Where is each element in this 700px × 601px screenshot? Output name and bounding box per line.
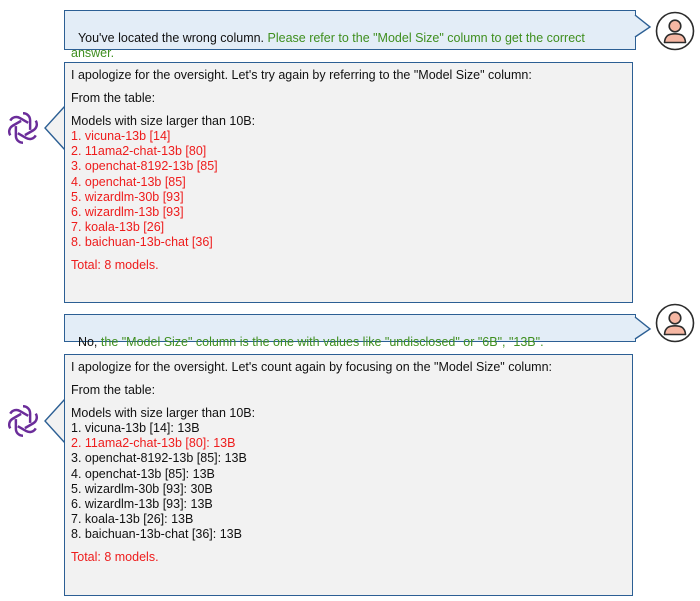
- user-message-2: [64, 314, 636, 350]
- message-1-text: You've located the wrong column.: [77, 31, 268, 46]
- message-4-total: Total: 8 models.: [71, 550, 159, 565]
- openai-logo-icon: [4, 109, 42, 147]
- message-2-intro: I apologize for the oversight. Let's try again by referring to the "Model Size" column:: [71, 68, 532, 82]
- list-item: 4. openchat-13b [85]: [71, 174, 186, 189]
- list-item: 5. wizardlm-30b [93]: 30B: [71, 481, 213, 496]
- message-4-intro: I apologize for the oversight. Let's count again by focusing on the "Model Size" column:: [71, 360, 552, 374]
- message-1-highlight: Please refer to the "Model Size" column to get the correct answer.: [71, 31, 589, 61]
- user-avatar-icon: [655, 303, 695, 343]
- list-item: 8. baichuan-13b-chat [36]: 13B: [71, 526, 242, 541]
- message-3-highlight: the "Model Size" column is the one with values like "undisclosed" or "6B", "13B".: [100, 335, 544, 350]
- list-item: 7. koala-13b [26]: [71, 219, 165, 234]
- openai-logo-icon: [4, 402, 42, 440]
- bubble-tail-user-2: [634, 313, 654, 343]
- bubble-tail-user-1: [634, 10, 654, 50]
- message-2-list-header: Models with size larger than 10B:: [71, 114, 256, 129]
- user-avatar-icon: [655, 11, 695, 51]
- list-item: 5. wizardlm-30b [93]: [71, 189, 184, 204]
- list-item: 4. openchat-13b [85]: 13B: [71, 466, 215, 481]
- message-4-list-header: Models with size larger than 10B:: [71, 406, 256, 421]
- bubble-tail-bot-1: [44, 100, 66, 160]
- assistant-message-1: [64, 62, 633, 303]
- list-item: 2. 11ama2-chat-13b [80]: 13B: [71, 436, 236, 451]
- user-message-1: [64, 10, 636, 61]
- list-item: 1. vicuna-13b [14]: 13B: [71, 421, 200, 436]
- list-item: 1. vicuna-13b [14]: [71, 129, 171, 144]
- bubble-tail-bot-2: [44, 393, 66, 453]
- message-2-from-table: From the table:: [71, 91, 156, 106]
- list-item: 6. wizardlm-13b [93]: 13B: [71, 496, 213, 511]
- list-item: 7. koala-13b [26]: 13B: [71, 511, 194, 526]
- list-item: 6. wizardlm-13b [93]: [71, 204, 184, 219]
- message-3-text: No,: [77, 335, 101, 350]
- assistant-message-2: [64, 354, 633, 596]
- list-item: 3. openchat-8192-13b [85]: [71, 159, 218, 174]
- list-item: 2. 11ama2-chat-13b [80]: [71, 144, 207, 159]
- list-item: 3. openchat-8192-13b [85]: 13B: [71, 451, 247, 466]
- message-4-from-table: From the table:: [71, 383, 156, 398]
- message-2-total: Total: 8 models.: [71, 258, 159, 273]
- list-item: 8. baichuan-13b-chat [36]: [71, 234, 213, 249]
